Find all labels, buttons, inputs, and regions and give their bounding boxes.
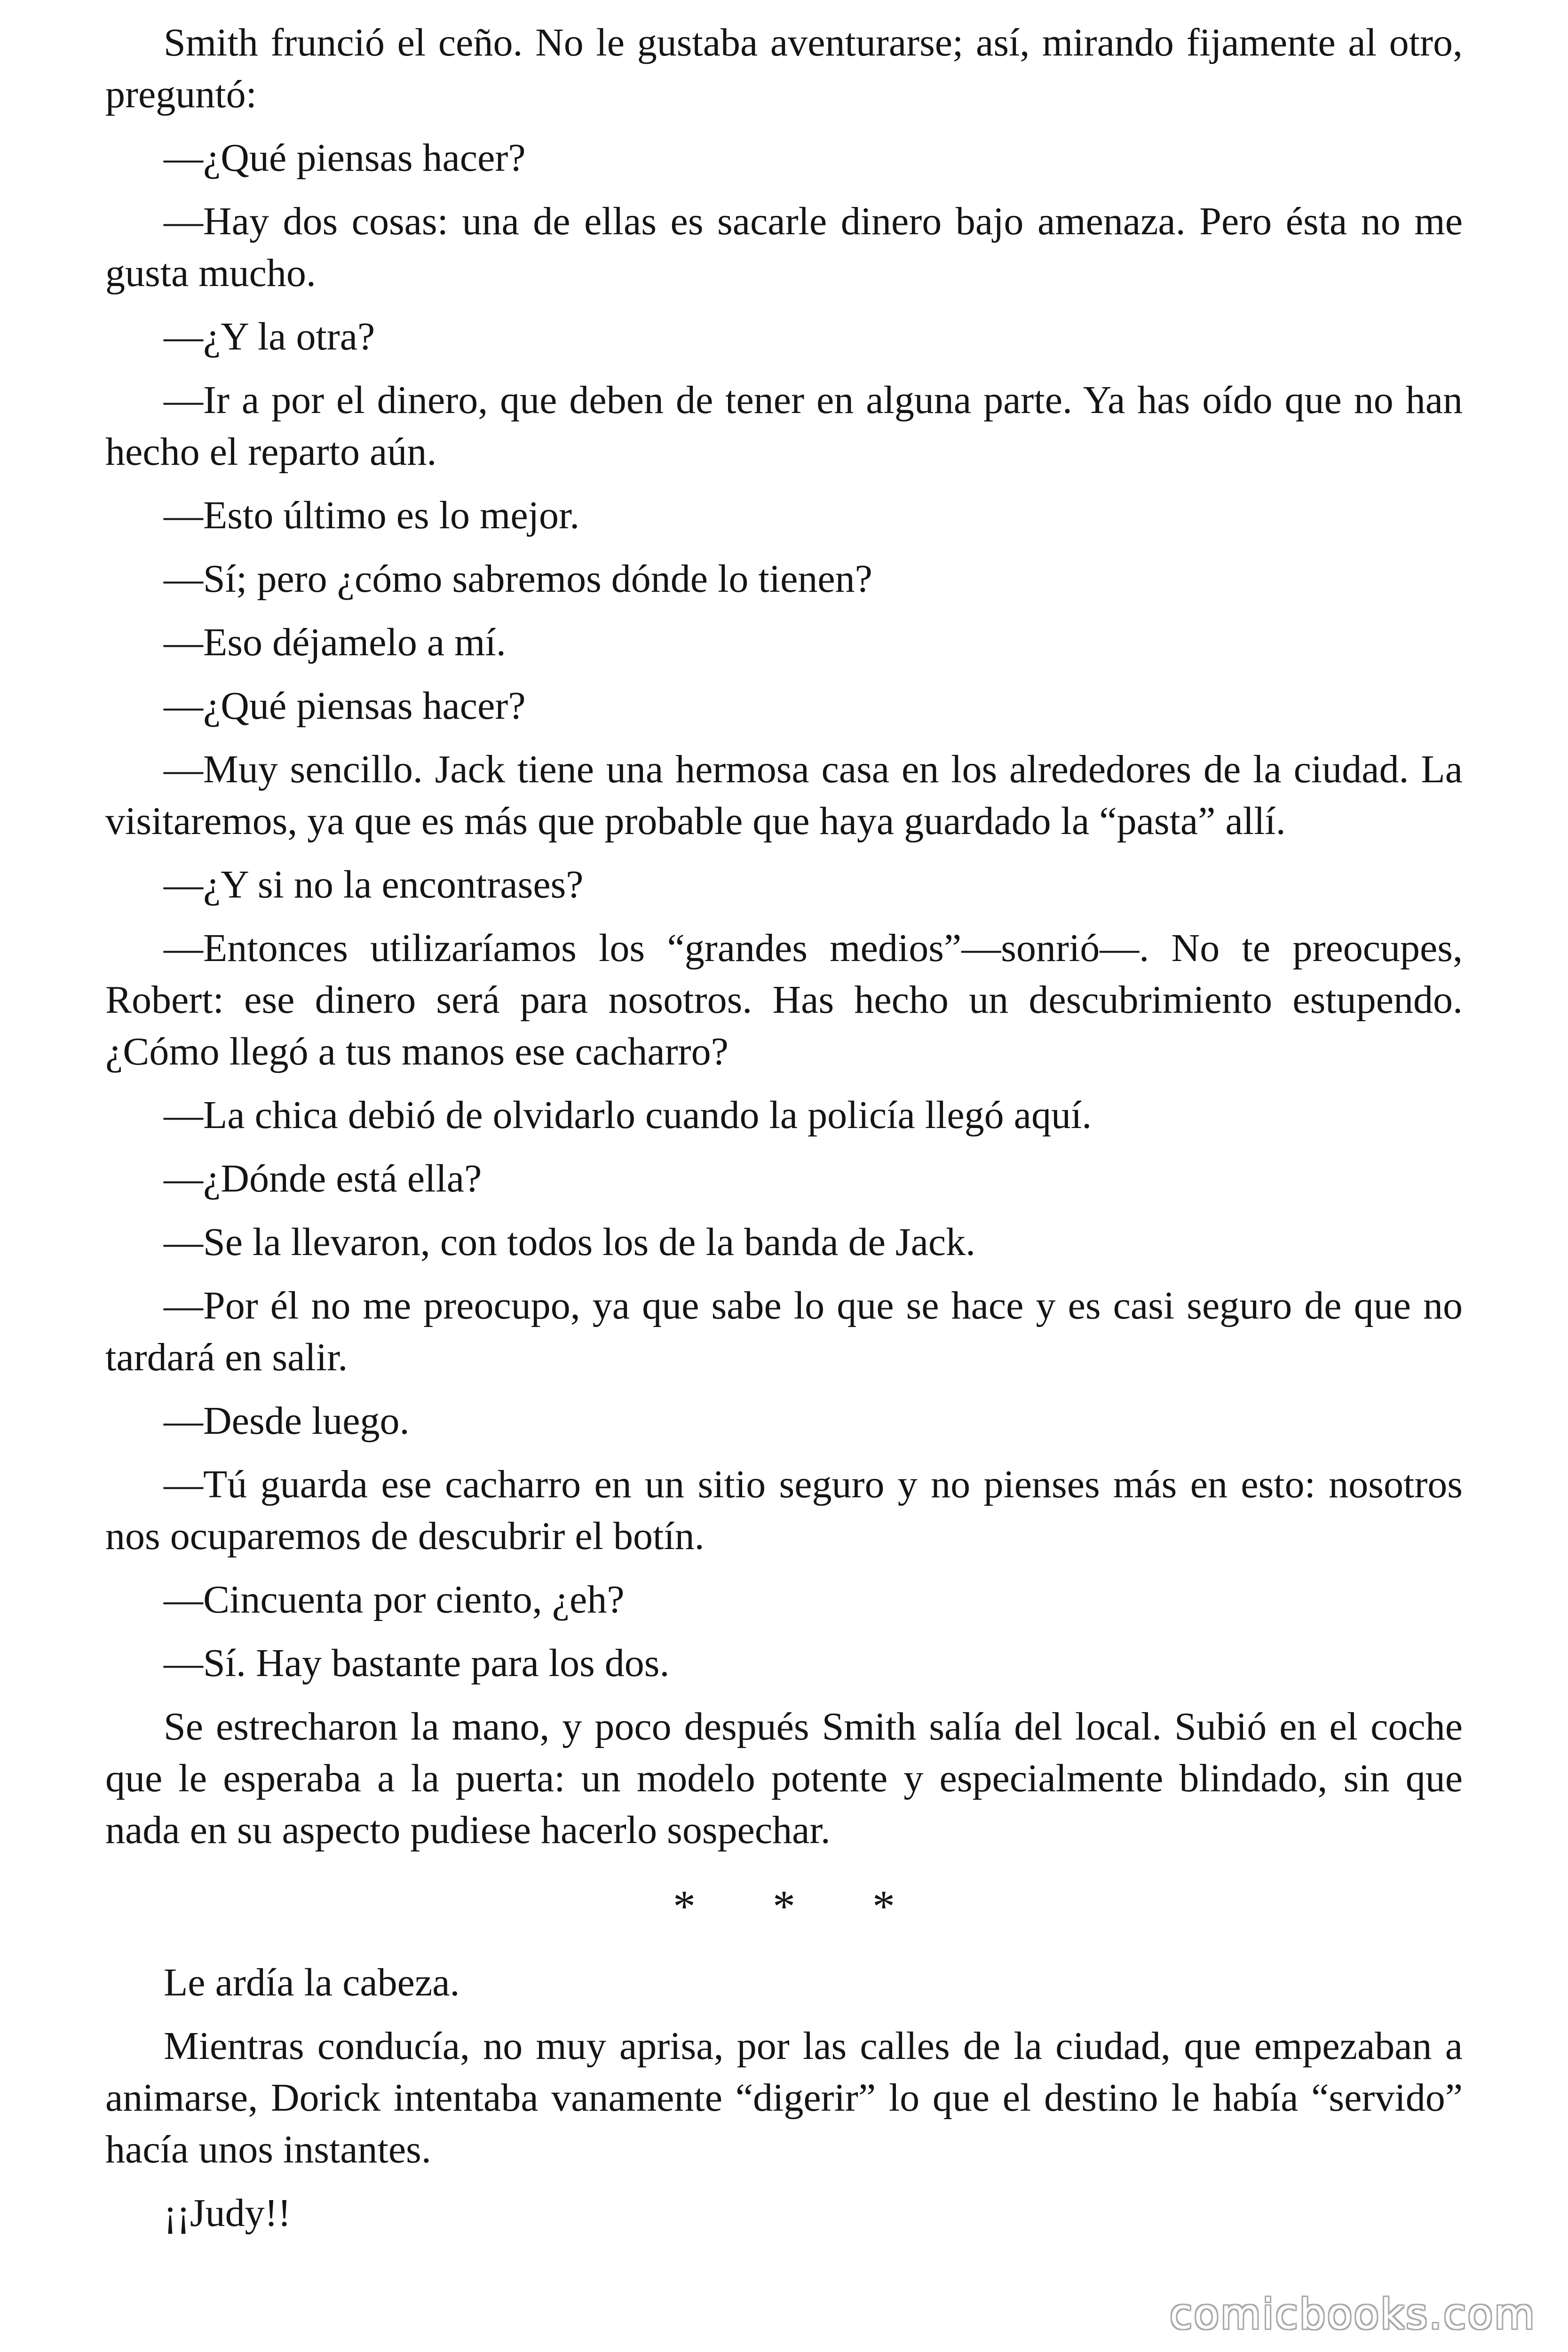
- paragraph: —Sí. Hay bastante para los dos.: [164, 1641, 670, 1685]
- paragraph: —Esto último es lo mejor.: [164, 493, 580, 537]
- paragraph: —Se la llevaron, con todos los de la banda de Jack.: [164, 1220, 976, 1264]
- asterisk: *: [673, 1881, 696, 1931]
- asterisk: *: [872, 1881, 895, 1931]
- asterisk: *: [773, 1881, 795, 1931]
- paragraph: —¿Qué piensas hacer?: [164, 684, 526, 728]
- paragraph: —Muy sencillo. Jack tiene una hermosa casa en los alrededores de la ciudad. La visitaremos, ya que es más que probable que haya guardado la “pasta” allí.: [105, 747, 1463, 843]
- paragraph: —La chica debió de olvidarlo cuando la policía llegó aquí.: [164, 1093, 1092, 1137]
- watermark-text: comicbooks.com: [1169, 2290, 1536, 2338]
- paragraph: ¡¡Judy!!: [164, 2191, 291, 2235]
- paragraph: —Sí; pero ¿cómo sabremos dónde lo tienen?: [164, 557, 872, 601]
- paragraph: —Por él no me preocupo, ya que sabe lo que se hace y es casi seguro de que no tardará en salir.: [105, 1284, 1463, 1379]
- paragraph: —Eso déjamelo a mí.: [164, 620, 506, 664]
- paragraph: Mientras conducía, no muy aprisa, por las calles de la ciudad, que empezaban a animarse, Dorick intentaba vanamente “digerir” lo que el destino le había “servido” hacía unos instantes.: [105, 2024, 1463, 2171]
- paragraph: —¿Dónde está ella?: [164, 1157, 482, 1200]
- paragraph: —Ir a por el dinero, que deben de tener en alguna parte. Ya has oído que no han hecho el reparto aún.: [105, 378, 1463, 474]
- paragraph: Le ardía la cabeza.: [164, 1961, 460, 2004]
- paragraph: —Tú guarda ese cacharro en un sitio seguro y no pienses más en esto: nosotros nos ocuparemos de descubrir el botín.: [105, 1462, 1463, 1558]
- paragraph: —¿Y la otra?: [164, 315, 375, 358]
- paragraph: —¿Y si no la encontrases?: [164, 863, 584, 906]
- book-page: [105, 17, 1463, 2251]
- paragraph: Smith frunció el ceño. No le gustaba aventurarse; así, mirando fijamente al otro, preguntó:: [105, 21, 1463, 116]
- paragraph: —Entonces utilizaríamos los “grandes medios”—sonrió—. No te preocupes, Robert: ese dinero será para nosotros. Has hecho un descubrimiento estupendo. ¿Cómo llegó a tus manos ese cacharro?: [105, 926, 1463, 1073]
- paragraph: Se estrecharon la mano, y poco después Smith salía del local. Subió en el coche que le esperaba a la puerta: un modelo potente y especialmente blindado, sin que nada en su aspecto pudiese hacerlo sospechar.: [105, 1705, 1463, 1852]
- scene-break-separator: [105, 1881, 1463, 1932]
- paragraph: —Hay dos cosas: una de ellas es sacarle dinero bajo amenaza. Pero ésta no me gusta mucho.: [105, 199, 1463, 295]
- paragraph: —Desde luego.: [164, 1399, 410, 1443]
- paragraph: —¿Qué piensas hacer?: [164, 136, 526, 180]
- paragraph: —Cincuenta por ciento, ¿eh?: [164, 1578, 625, 1621]
